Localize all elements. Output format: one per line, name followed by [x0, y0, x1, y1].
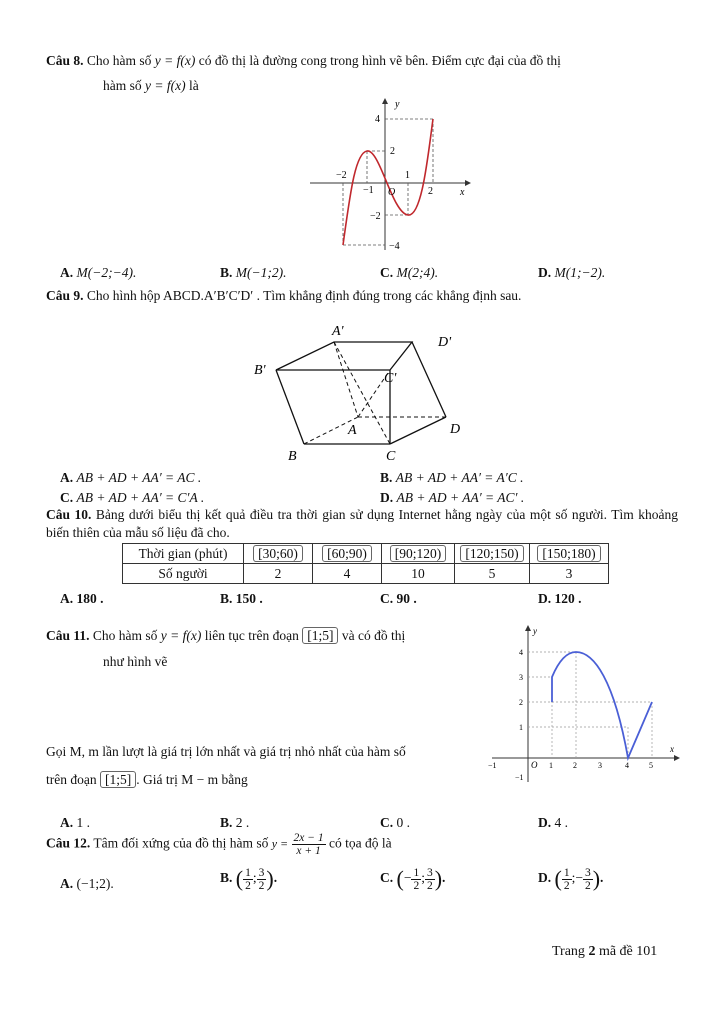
- q10-label: Câu 10.: [46, 507, 92, 522]
- q8-x-arrow-icon: [465, 180, 471, 186]
- q11-ytick-1: 1: [519, 723, 523, 732]
- q9-option-c-text: AB + AD + AA′ = C′A .: [76, 490, 205, 505]
- q10-option-a[interactable]: [60, 591, 104, 607]
- q12-c-n1: 1: [413, 866, 420, 879]
- q10-count-3: 10: [382, 564, 455, 584]
- q11-text6: [46, 772, 248, 788]
- q11-option-a-text: 1 .: [76, 815, 90, 830]
- q8-tick-x1: 1: [405, 170, 410, 181]
- q10-text: Bảng dưới biểu thị kết quả điều tra thời gian sử dụng Internet hằng ngày của một số người. Tìm khoảng biến thiên của mẫu số liệu đã cho.: [46, 507, 678, 540]
- q9-option-c-letter: C.: [60, 490, 74, 505]
- q10-stem: [46, 506, 678, 542]
- q11-curve: [552, 652, 652, 758]
- q11-ytick-2: 2: [519, 698, 523, 707]
- q12-c-sign: −: [403, 870, 412, 886]
- q8-func2: y = f(x): [145, 78, 186, 93]
- q12-text2: có tọa độ là: [329, 835, 392, 851]
- q12-func-left: y =: [271, 836, 289, 851]
- q9-option-d-text: AB + AD + AA′ = AC′ .: [396, 490, 525, 505]
- q11-origin: O: [531, 760, 538, 770]
- q10-interval-2: [60;90): [322, 545, 372, 562]
- q10-option-c[interactable]: [380, 591, 417, 607]
- q10-interval-5: [150;180): [537, 545, 600, 562]
- q9-label-D1: D': [438, 335, 452, 350]
- q11-option-a-letter: A.: [60, 815, 74, 830]
- q12-d-d1: 2: [563, 879, 570, 892]
- q12-text1: Tâm đối xứng của đồ thị hàm số: [93, 835, 269, 851]
- q10-interval-3: [90;120): [390, 545, 447, 562]
- q11-text4: như hình vẽ: [103, 654, 168, 669]
- q8-option-c[interactable]: [380, 265, 438, 281]
- q10-count-5: 3: [530, 564, 609, 584]
- q11-stem: [46, 628, 405, 644]
- q9-option-a-letter: A.: [60, 470, 74, 485]
- q11-xtick-4: 4: [625, 761, 629, 770]
- q8-origin: O: [388, 187, 396, 198]
- q8-option-b-text: M(−1;2).: [235, 265, 287, 280]
- q8-option-a-letter: A.: [60, 265, 74, 280]
- q12-c-d1: 2: [413, 879, 420, 892]
- q11-xtick-m1: −1: [488, 761, 497, 770]
- q8-tick-y2: 2: [390, 146, 395, 157]
- q8-tick-xm1: −1: [363, 185, 374, 196]
- q10-count-1: 2: [244, 564, 313, 584]
- q9-label: Câu 9.: [46, 288, 84, 303]
- q10-option-a-text: 180 .: [76, 591, 104, 606]
- q10-option-a-letter: A.: [60, 591, 74, 606]
- q8-tick-ym2: −2: [370, 211, 381, 222]
- q8-option-d[interactable]: [538, 265, 605, 281]
- q11-text1: Cho hàm số: [92, 628, 158, 643]
- q11-func: y = f(x): [160, 628, 202, 643]
- q9-option-b[interactable]: [380, 470, 524, 486]
- q9-box-figure: [248, 322, 480, 465]
- q11-xtick-3: 3: [598, 761, 602, 770]
- q8-option-b-letter: B.: [220, 265, 233, 280]
- q11-y-label: y: [533, 626, 537, 636]
- q11-text6b: . Giá trị M − m bằng: [136, 772, 248, 787]
- q12-label: Câu 12.: [46, 835, 91, 851]
- q11-interval: [1;5]: [302, 627, 338, 644]
- q12-func-num: 2x − 1: [293, 832, 324, 844]
- q12-option-a-letter: A.: [60, 876, 74, 891]
- q11-option-b[interactable]: [220, 815, 249, 831]
- q11-text6a: trên đoạn: [46, 772, 97, 787]
- q9-option-b-text: AB + AD + AA′ = A′C .: [395, 470, 524, 485]
- q12-func-fraction: [292, 832, 326, 857]
- q8-option-b[interactable]: [220, 265, 286, 281]
- q12-b-n2: 3: [258, 866, 265, 879]
- q12-c-n2: 3: [426, 866, 433, 879]
- q11-option-c[interactable]: [380, 815, 410, 831]
- q9-option-a[interactable]: [60, 470, 201, 486]
- q12-b-d1: 2: [245, 879, 251, 892]
- q10-header-time: Thời gian (phút): [123, 544, 244, 564]
- q12-b-n1: 1: [245, 866, 251, 879]
- q12-option-c[interactable]: C. (− $\frac{1}{2}$ ; $\frac{3}{2}$ ).: [380, 866, 446, 892]
- q12-d-n1: 1: [563, 866, 570, 879]
- q9-option-d[interactable]: [380, 490, 524, 506]
- page-footer: [552, 944, 657, 960]
- q11-option-d-letter: D.: [538, 815, 552, 830]
- q8-y-arrow-icon: [382, 98, 388, 104]
- q8-option-c-letter: C.: [380, 265, 394, 280]
- q10-header-count: Số người: [123, 564, 244, 584]
- q11-ytick-4: 4: [519, 648, 523, 657]
- q12-option-d[interactable]: D. ( $\frac{1}{2}$ ;− $\frac{3}{2}$ ).: [538, 866, 604, 892]
- q12-d-sign: −: [575, 870, 583, 886]
- q11-label: Câu 11.: [46, 628, 90, 643]
- q9-label-A: A: [348, 423, 357, 438]
- q10-interval-4: [120;150): [460, 545, 523, 562]
- q9-top-face: [276, 342, 412, 370]
- q12-b-d2: 2: [258, 879, 265, 892]
- q11-xtick-1: 1: [549, 761, 553, 770]
- q8-text1: Cho hàm số: [86, 53, 152, 68]
- q11-ytick-m1: −1: [515, 773, 524, 782]
- q8-curve: [343, 119, 433, 245]
- q12-option-b[interactable]: B. ( $\frac{1}{2}$ ; $\frac{3}{2}$ ).: [220, 866, 278, 892]
- q12-option-a[interactable]: [60, 876, 114, 892]
- q10-interval-1: [30;60): [253, 545, 303, 562]
- q10-option-d[interactable]: [538, 591, 582, 607]
- q11-option-d[interactable]: [538, 815, 568, 831]
- q12-stem: [46, 832, 392, 857]
- q10-option-b[interactable]: [220, 591, 263, 607]
- q11-option-c-text: 0 .: [396, 815, 410, 830]
- q12-c-d2: 2: [426, 879, 433, 892]
- q8-text3: hàm số: [103, 78, 142, 93]
- q11-text3: và có đồ thị: [341, 628, 406, 643]
- q11-graph: [484, 620, 684, 790]
- q11-text5: Gọi M, m lần lượt là giá trị lớn nhất và giá trị nhỏ nhất của hàm số: [46, 744, 406, 759]
- q10-option-d-letter: D.: [538, 591, 552, 606]
- q9-label-C: C: [386, 449, 396, 464]
- q11-option-d-text: 4 .: [554, 815, 568, 830]
- q11-xtick-2: 2: [573, 761, 577, 770]
- q12-func-den: x + 1: [296, 845, 321, 857]
- q10-option-b-letter: B.: [220, 591, 233, 606]
- q11-x-label: x: [670, 744, 674, 754]
- footer-prefix: Trang: [552, 944, 585, 959]
- q10-count-2: 4: [313, 564, 382, 584]
- q9-option-b-letter: B.: [380, 470, 393, 485]
- q8-x-label: x: [460, 187, 465, 198]
- q10-row-count: [123, 564, 609, 584]
- q8-text2: có đồ thị là đường cong trong hình vẽ bên. Điểm cực đại của đồ thị: [198, 53, 561, 68]
- q10-table: [122, 543, 609, 584]
- q12-option-d-letter: D.: [538, 870, 552, 886]
- q11-text2: liên tục trên đoạn: [204, 628, 299, 643]
- q10-row-time: [123, 544, 609, 564]
- q12-d-d2: 2: [584, 879, 591, 892]
- footer-page-number: 2: [588, 944, 596, 959]
- q11-interval2: [1;5]: [100, 771, 136, 788]
- q10-option-d-text: 120 .: [554, 591, 582, 606]
- q8-tick-ym4: −4: [389, 241, 400, 252]
- q8-stem-line2: [103, 78, 199, 94]
- q8-graph: [300, 95, 475, 255]
- q8-label: Câu 8.: [46, 53, 84, 68]
- q9-option-a-text: AB + AD + AA′ = AC .: [76, 470, 202, 485]
- q9-label-A1: A': [332, 324, 344, 339]
- q11-y-arrow-icon: [525, 625, 531, 631]
- q9-text: Cho hình hộp ABCD.A′B′C′D′ . Tìm khẳng định đúng trong các khẳng định sau.: [86, 288, 522, 303]
- q8-option-c-text: M(2;4).: [396, 265, 439, 280]
- q9-option-d-letter: D.: [380, 490, 394, 505]
- q10-option-b-text: 150 .: [235, 591, 263, 606]
- q8-option-a[interactable]: [60, 265, 136, 281]
- q11-x-arrow-icon: [674, 755, 680, 761]
- footer-suffix: mã đề 101: [598, 944, 658, 959]
- q12-option-c-letter: C.: [380, 870, 394, 886]
- q10-option-c-letter: C.: [380, 591, 394, 606]
- q9-label-B: B: [288, 449, 297, 464]
- q8-y-label: y: [395, 99, 400, 110]
- q12-d-n2: 3: [584, 866, 591, 879]
- q8-option-d-letter: D.: [538, 265, 552, 280]
- q8-stem: [46, 53, 676, 69]
- q12-option-a-text: (−1;2).: [76, 876, 114, 891]
- q8-tick-y4: 4: [375, 114, 380, 125]
- q8-option-d-text: M(1;−2).: [554, 265, 606, 280]
- q10-count-4: 5: [455, 564, 530, 584]
- q11-option-c-letter: C.: [380, 815, 394, 830]
- q8-option-a-text: M(−2;−4).: [76, 265, 137, 280]
- q11-option-b-letter: B.: [220, 815, 233, 830]
- q8-tick-xm2: −2: [336, 170, 347, 181]
- q11-option-b-text: 2 .: [235, 815, 250, 830]
- q10-option-c-text: 90 .: [396, 591, 417, 606]
- q11-ytick-3: 3: [519, 673, 523, 682]
- q9-label-C1: C': [384, 371, 397, 386]
- q11-xtick-5: 5: [649, 761, 653, 770]
- q8-func: y = f(x): [154, 53, 196, 68]
- q9-label-D: D: [450, 422, 461, 437]
- q9-stem: [46, 288, 686, 304]
- q12-option-b-letter: B.: [220, 870, 233, 886]
- q11-option-a[interactable]: [60, 815, 90, 831]
- q8-tick-x2: 2: [428, 186, 433, 197]
- q9-option-c[interactable]: [60, 490, 204, 506]
- q9-label-B1: B': [254, 363, 266, 378]
- q8-text4: là: [188, 78, 199, 93]
